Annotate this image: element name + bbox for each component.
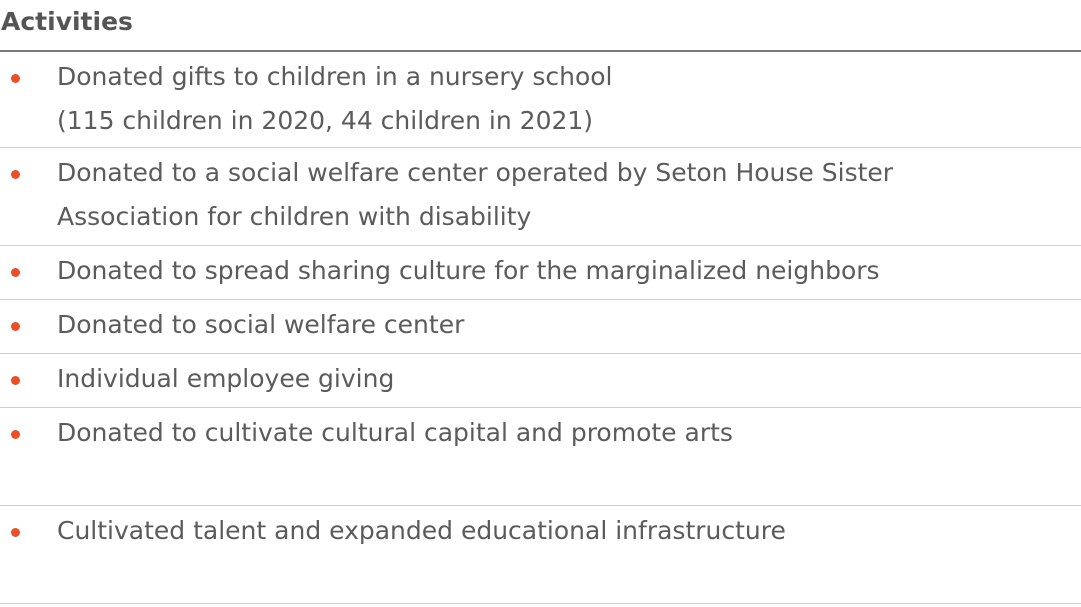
- row-text-line2: (115 children in 2020, 44 children in 2021): [57, 106, 594, 135]
- table-row: [0, 408, 1081, 506]
- bullet-icon: [11, 376, 20, 385]
- row-text-line1: Donated to cultivate cultural capital and promote arts: [57, 418, 733, 447]
- row-text-line1: Donated to social welfare center: [57, 310, 465, 339]
- row-text-line1: Donated gifts to children in a nursery school: [57, 62, 613, 91]
- table-header: [0, 0, 1081, 52]
- row-text-line2: Association for children with disability: [57, 202, 532, 231]
- table-row: [0, 52, 1081, 148]
- bullet-icon: [11, 528, 20, 537]
- bullet-icon: [11, 430, 20, 439]
- row-text-line1: Individual employee giving: [57, 364, 395, 393]
- table-row: [0, 148, 1081, 246]
- table-row: [0, 506, 1081, 604]
- row-text-line1: Cultivated talent and expanded educational infrastructure: [57, 516, 786, 545]
- table-row: [0, 354, 1081, 408]
- bullet-icon: [11, 322, 20, 331]
- row-text-line1: Donated to spread sharing culture for the marginalized neighbors: [57, 256, 880, 285]
- table-row: [0, 246, 1081, 300]
- table-row: [0, 300, 1081, 354]
- row-text-line1: Donated to a social welfare center operated by Seton House Sister: [57, 158, 894, 187]
- bullet-icon: [11, 170, 20, 179]
- header-title: Activities: [1, 7, 133, 36]
- bullet-icon: [11, 268, 20, 277]
- bullet-icon: [11, 74, 20, 83]
